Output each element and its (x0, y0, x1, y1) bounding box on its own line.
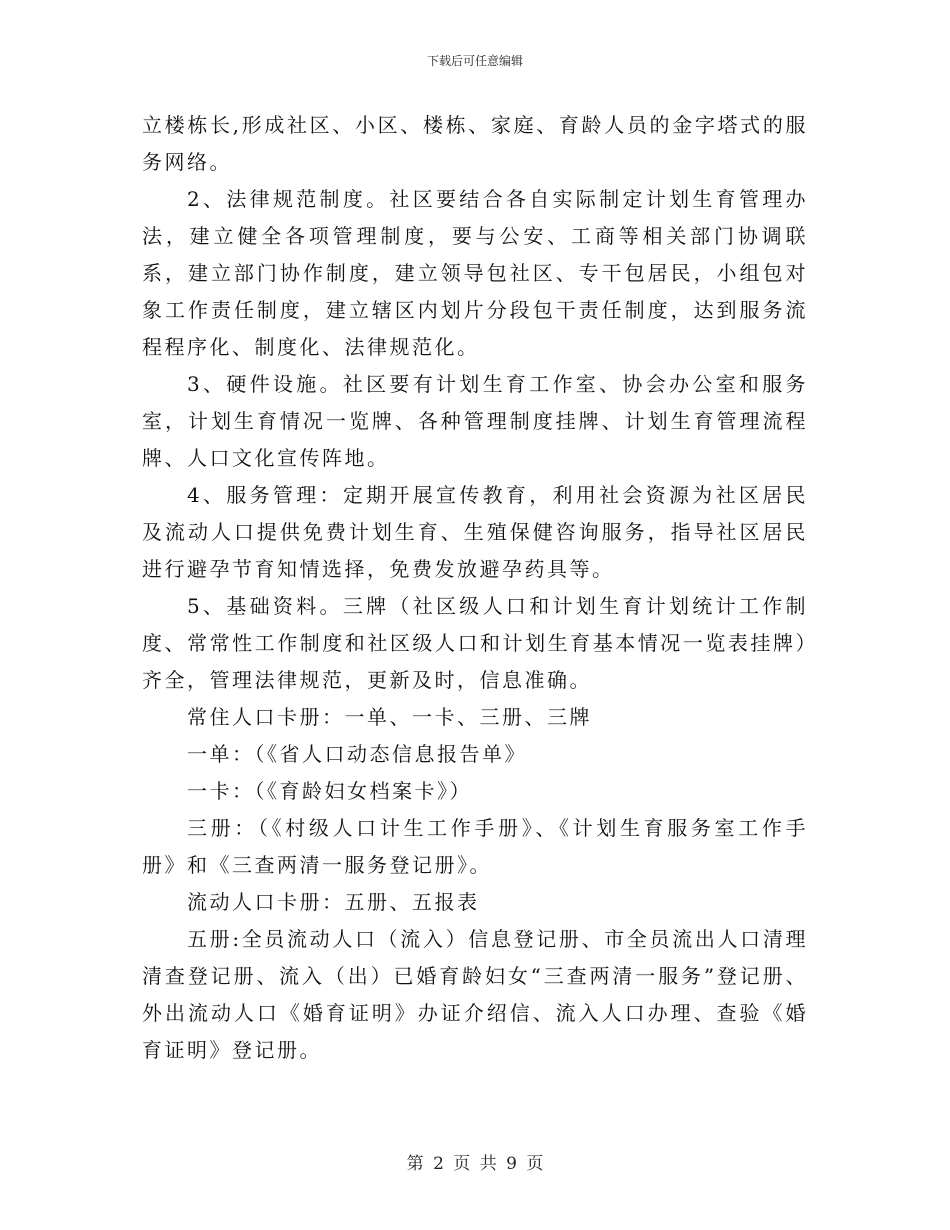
page-number: 第 2 页 共 9 页 (406, 1154, 544, 1174)
paragraph-service-network: 立楼栋长,形成社区、小区、楼栋、家庭、育龄人员的金字塔式的服务网络。 (142, 113, 808, 174)
paragraph-three-books: 三册：（《村级人口计生工作手册》、《计划生育服务室工作手册》和《三查两清一服务登记册》。 (142, 816, 808, 877)
paragraph-hardware: 3、硬件设施。社区要有计划生育工作室、协会办公室和服务室，计划生育情况一览牌、各种管理制度挂牌、计划生育管理流程牌、人口文化宣传阵地。 (142, 372, 808, 470)
paragraph-five-books: 五册:全员流动人口（流入）信息登记册、市全员流出人口清理清查登记册、流入（出）已婚育龄妇女“三查两清一服务”登记册、外出流动人口《婚育证明》办证介绍信、流入人口办理、查验《婚育证明》登记册。 (142, 927, 808, 1062)
document-body (142, 107, 808, 1069)
paragraph-legal-system: 2、法律规范制度。社区要结合各自实际制定计划生育管理办法，建立健全各项管理制度，要与公安、工商等相关部门协调联系，建立部门协作制度，建立领导包社区、专干包居民，小组包对象工作责任制度，建立辖区内划片分段包干责任制度，达到服务流程程序化、制度化、法律规范化。 (142, 187, 808, 359)
paragraph-floating-cards: 流动人口卡册：五册、五报表 (187, 890, 480, 914)
page-header-note: 下载后可任意编辑 (426, 54, 523, 68)
paragraph-basic-materials: 5、基础资料。三牌（社区级人口和计划生育计划统计工作制度、常常性工作制度和社区级人口和计划生育基本情况一览表挂牌）齐全，管理法律规范，更新及时，信息准确。 (142, 594, 808, 692)
paragraph-service-management: 4、服务管理：定期开展宣传教育，利用社会资源为社区居民及流动人口提供免费计划生育、生殖保健咨询服务，指导社区居民进行避孕节育知情选择，免费发放避孕药具等。 (142, 483, 808, 581)
paragraph-one-form: 一单：（《省人口动态信息报告单》 (187, 742, 527, 766)
paragraph-resident-cards: 常住人口卡册：一单、一卡、三册、三牌 (187, 705, 592, 729)
paragraph-one-card: 一卡：（《育龄妇女档案卡》） (187, 779, 472, 803)
